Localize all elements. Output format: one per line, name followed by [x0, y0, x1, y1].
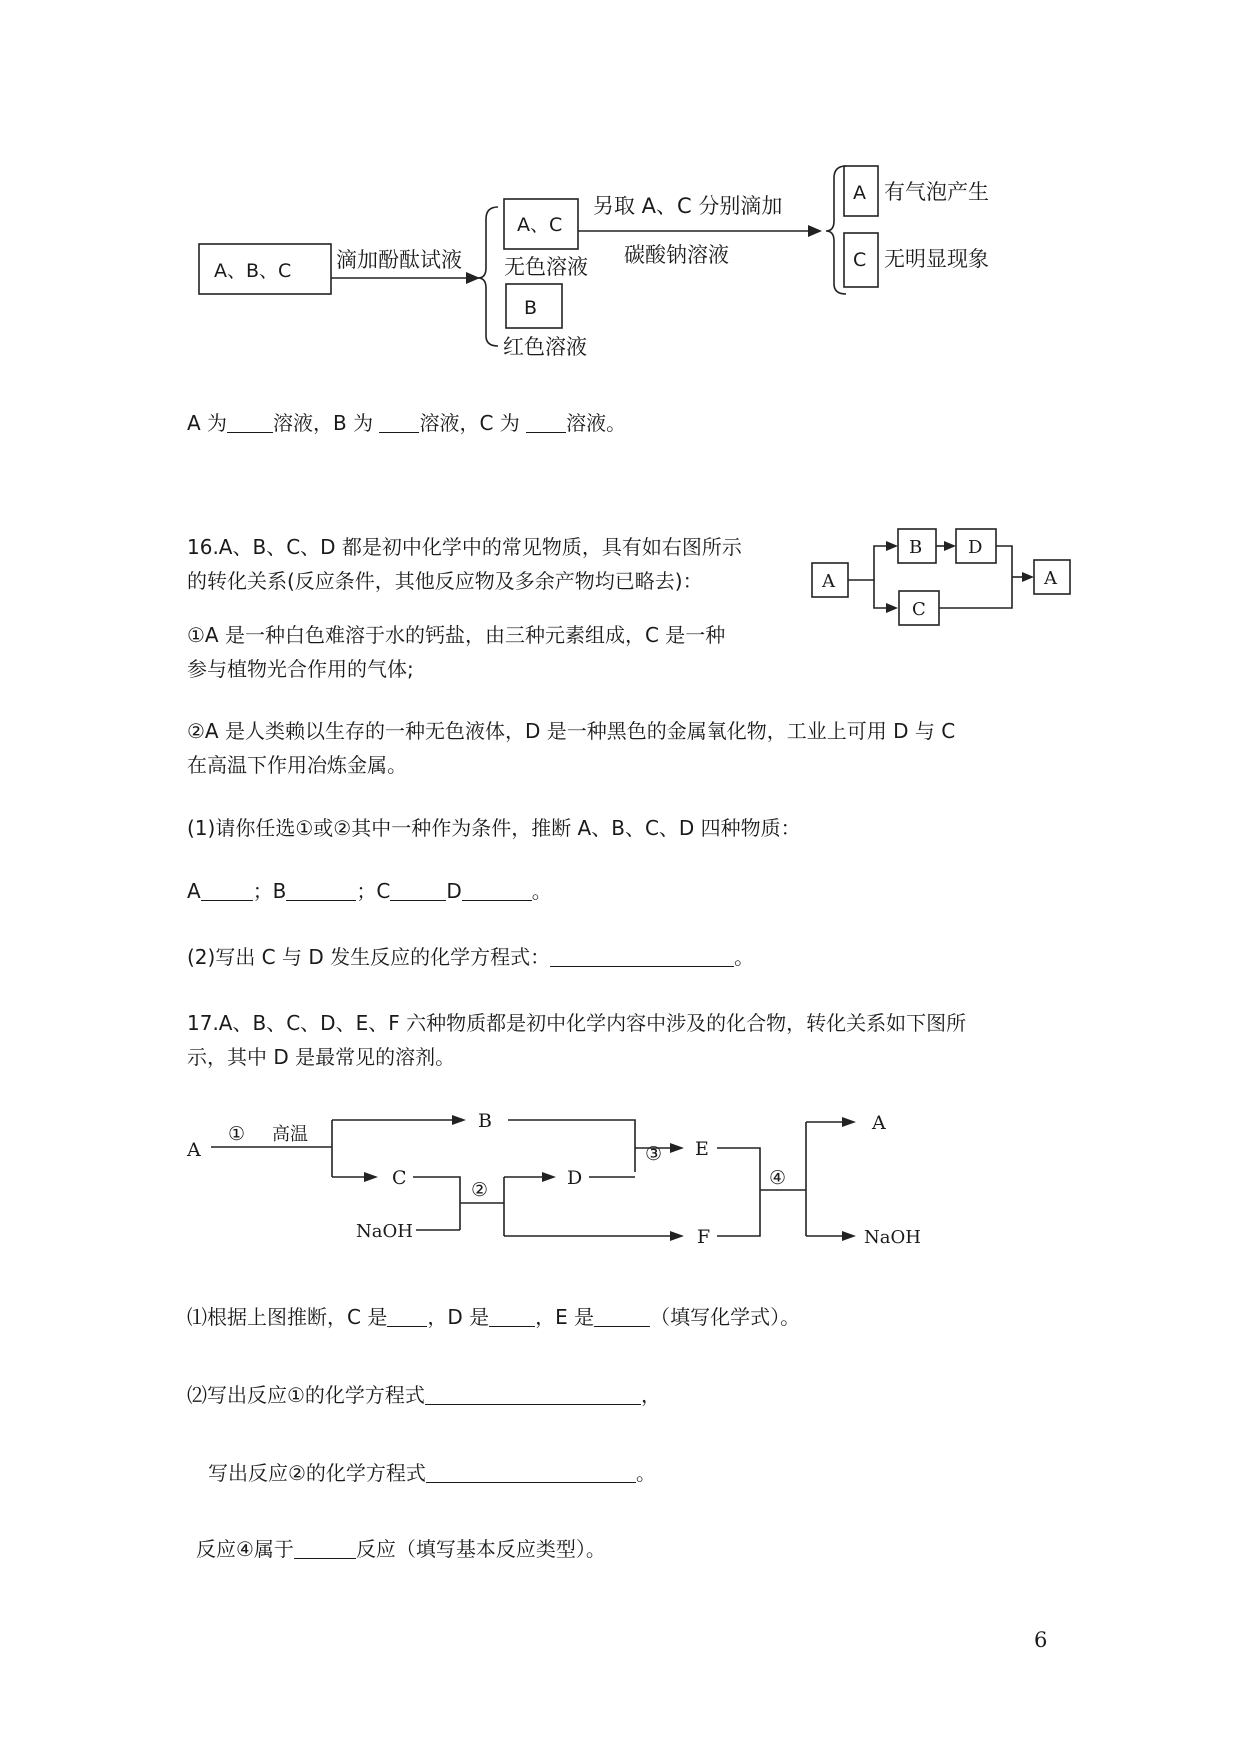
q16-diagram: [800, 520, 1090, 640]
q17-e-label: E: [695, 1138, 709, 1160]
q17-blank-type[interactable]: [294, 1536, 356, 1559]
q17-line-ef-merge: [717, 1148, 760, 1236]
q16-ans-a-label: A: [187, 879, 201, 903]
blank-c[interactable]: [526, 410, 566, 433]
q16-cond1-line1: ①A 是一种白色难溶于水的钙盐，由三种元素组成，C 是一种: [187, 623, 726, 647]
brace-2: [826, 166, 846, 294]
q17-arrow-naoh-out: [842, 1231, 856, 1241]
q17-diagram: [0, 1100, 1241, 1270]
q16-cond2-line1: ②A 是人类赖以生存的一种无色液体，D 是一种黑色的金属氧化物，工业上可用 D 与 C: [187, 719, 956, 743]
q15-c-suffix: 溶液。: [566, 411, 627, 435]
q16-ans-end: 。: [531, 879, 552, 903]
q17-p2-prefix: ⑵写出反应①的化学方程式: [187, 1383, 425, 1407]
q17-a-out-label: A: [872, 1112, 886, 1134]
q15-a-suffix: 溶液，B 为: [273, 411, 374, 435]
q17-step2: ②: [471, 1179, 489, 1201]
q17-c-label: C: [392, 1167, 407, 1189]
q17-f-label: F: [697, 1226, 711, 1248]
step1-label: 滴加酚酞试液: [336, 248, 462, 272]
page-number: 6: [1034, 1628, 1048, 1652]
q17-p4-end: 反应（填写基本反应类型）。: [355, 1537, 606, 1561]
q16-ans-b-label: ；B: [252, 879, 287, 903]
q17-blank-c[interactable]: [387, 1304, 427, 1327]
q17-p2-end: ，: [640, 1383, 661, 1407]
q16-cond1-line2: 参与植物光合作用的气体;: [187, 657, 414, 681]
q16-ans-d-label: D: [446, 879, 462, 903]
q16-a-right-label: A: [1044, 568, 1057, 589]
q16-part1: (1)请你任选①或②其中一种作为条件，推断 A、B、C、D 四种物质：: [187, 816, 801, 840]
q17-blank-eq2[interactable]: [426, 1460, 636, 1483]
q17-p1-e: ，E 是: [535, 1305, 595, 1329]
q16-line-bottom: [874, 580, 888, 608]
box-b-label: B: [524, 297, 538, 319]
arrow-head-step1: [466, 272, 480, 284]
q17-step1: ①: [228, 1123, 246, 1145]
q16-arrow-a: [1022, 572, 1034, 582]
q17-line-c-merge: [413, 1177, 460, 1230]
q17-arrow-d: [542, 1172, 556, 1182]
q16-a-left-label: A: [822, 571, 835, 592]
brace-1: [478, 207, 498, 346]
q17-stem-line1: 17.A、B、C、D、E、F 六种物质都是初中化学内容中涉及的化合物，转化关系如下图所: [187, 1011, 967, 1035]
q17-p1-end: （填写化学式）。: [650, 1305, 801, 1329]
q16-arrow-c: [886, 603, 898, 613]
q17-p3-prefix: 写出反应②的化学方程式: [208, 1461, 426, 1485]
q16-part2-line: [187, 940, 754, 974]
q16-arrow-d: [944, 541, 956, 551]
q17-b-label: B: [478, 1110, 492, 1132]
q17-arrow-e: [670, 1143, 684, 1153]
q16-blank-b[interactable]: [286, 878, 356, 901]
q17-d-label: D: [567, 1167, 583, 1189]
q17-line-b-merge: [508, 1120, 635, 1172]
q17-arrow-b: [452, 1115, 466, 1125]
step2-label-top: 另取 A、C 分别滴加: [593, 194, 783, 218]
q17-arrow-f: [670, 1231, 684, 1241]
a-result: 有气泡产生: [884, 180, 989, 204]
q15-b-suffix: 溶液，C 为: [419, 411, 520, 435]
box-abc-label: A、B、C: [214, 260, 292, 282]
red-label: 红色溶液: [503, 335, 587, 359]
step2-label-bottom: 碳酸钠溶液: [624, 243, 729, 267]
q16-blank-equation[interactable]: [550, 944, 734, 967]
q16-cond2-line2: 在高温下作用冶炼金属。: [187, 753, 407, 777]
diagram-phenolphthalein: [0, 0, 1241, 380]
q17-part4: [196, 1532, 606, 1566]
q17-stem-line2: 示，其中 D 是最常见的溶剂。: [187, 1045, 456, 1069]
q16-d-label: D: [968, 537, 983, 558]
q17-p1-d: ，D 是: [427, 1305, 490, 1329]
q17-arrow-a-out: [842, 1117, 856, 1127]
q16-stem-line2: 的转化关系(反应条件，其他反应物及多余产物均已略去)：: [187, 569, 703, 593]
q16-blank-d[interactable]: [462, 878, 532, 901]
q17-blank-d[interactable]: [489, 1304, 535, 1327]
blank-b[interactable]: [379, 410, 419, 433]
q16-part2: (2)写出 C 与 D 发生反应的化学方程式：: [187, 945, 551, 969]
blank-a[interactable]: [227, 410, 273, 433]
q17-step3: ③: [645, 1143, 663, 1165]
q17-p4-prefix: 反应④属于: [196, 1537, 294, 1561]
q16-stem-line1: 16.A、B、C、D 都是初中化学中的常见物质，具有如右图所示: [187, 535, 742, 559]
q17-part3: [208, 1456, 656, 1490]
colorless-label: 无色溶液: [504, 255, 588, 279]
q16-part2-end: 。: [734, 945, 755, 969]
q16-blank-c[interactable]: [390, 878, 446, 901]
q17-blank-e[interactable]: [594, 1304, 650, 1327]
q17-part1: [187, 1300, 800, 1334]
q17-naoh-in-label: NaOH: [356, 1221, 413, 1242]
q16-blank-a[interactable]: [201, 878, 253, 901]
q17-p1-prefix: ⑴根据上图推断，C 是: [187, 1305, 388, 1329]
arrow-head-step2: [808, 225, 822, 237]
q15-a-prefix: A 为: [187, 411, 228, 435]
q17-blank-eq1[interactable]: [425, 1382, 641, 1405]
box-ac-label: A、C: [517, 214, 563, 236]
q17-arrow-c: [364, 1172, 378, 1182]
c-result: 无明显现象: [884, 247, 989, 271]
q16-line-top: [848, 546, 888, 580]
q17-a-label: A: [187, 1139, 201, 1161]
box-c-label: C: [853, 249, 867, 271]
q17-naoh-out-label: NaOH: [864, 1227, 921, 1248]
box-a-label: A: [853, 182, 866, 204]
q16-ans-c-label: ；C: [356, 879, 391, 903]
q17-step4: ④: [769, 1167, 787, 1189]
q17-part2: [187, 1378, 661, 1412]
q17-high-temp: 高温: [272, 1124, 308, 1145]
q15-answer-line: [187, 406, 626, 440]
q16-c-label: C: [912, 599, 926, 620]
q16-answers: [187, 874, 552, 908]
q16-arrow-b: [886, 541, 898, 551]
q16-b-label: B: [909, 537, 923, 558]
q17-p3-end: 。: [635, 1461, 656, 1485]
